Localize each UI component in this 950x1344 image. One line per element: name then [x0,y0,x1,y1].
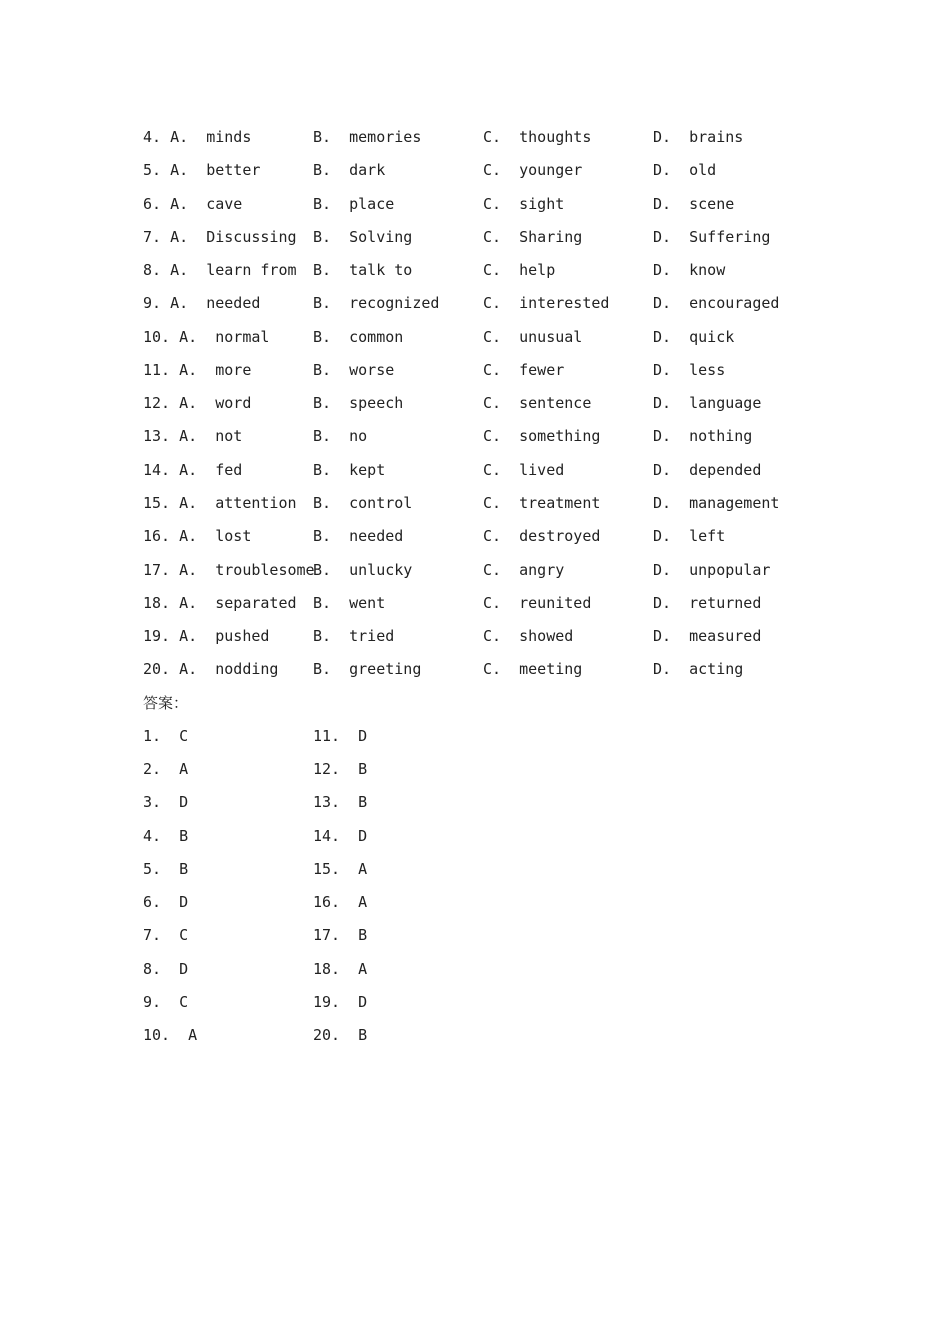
option-b: B. unlucky [313,560,413,579]
option-text: A. minds [161,128,252,146]
option-c: C. fewer [483,360,565,379]
option-a [143,126,251,148]
question-row [0,425,950,447]
answer-item: 11. D [313,726,368,745]
answer-item: 4. B [143,826,189,845]
option-text: A. fed [170,460,243,479]
answer-row [0,891,950,913]
question-number: 17. [143,560,171,579]
answer-row [0,858,950,880]
option-text: A. attention [170,493,297,512]
question-number: 13. [143,427,171,446]
answer-item: 2. A [143,760,189,779]
answer-row [0,958,950,980]
option-d: D. encouraged [653,294,780,313]
answer-item: 17. B [313,926,368,945]
answer-item: 16. A [313,893,368,912]
option-a [143,326,269,348]
option-d: D. language [653,394,762,413]
option-a [143,658,278,680]
option-d: D. know [653,261,726,280]
question-row [0,226,950,248]
question-row [0,592,950,614]
answer-item: 9. C [143,993,189,1012]
option-text: A. Discussing [161,227,297,246]
option-b: B. kept [313,460,386,479]
answer-item: 14. D [313,826,368,845]
option-d: D. less [653,360,726,379]
question-row [0,525,950,547]
answer-row [0,1024,950,1046]
option-a [143,425,242,447]
question-row [0,392,950,414]
option-d: D. measured [653,627,762,646]
question-row [0,359,950,381]
answer-row [0,791,950,813]
answer-item: 1. C [143,726,189,745]
option-d: D. management [653,493,780,512]
option-b: B. speech [313,394,404,413]
question-row [0,159,950,181]
question-row [0,559,950,581]
question-row [0,292,950,314]
question-row [0,259,950,281]
option-a [143,292,260,314]
answer-item: 12. B [313,760,368,779]
answer-item: 7. C [143,926,189,945]
option-b: B. worse [313,360,395,379]
option-c: C. Sharing [483,227,583,246]
option-a [143,559,315,581]
answer-row [0,924,950,946]
answer-item: 5. B [143,859,189,878]
option-text: A. word [170,394,252,413]
answer-row [0,825,950,847]
question-number: 19. [143,627,171,646]
question-number: 8. [143,261,162,280]
answer-item: 20. B [313,1026,368,1045]
option-b: B. needed [313,527,404,546]
option-d: D. quick [653,327,735,346]
option-a [143,259,297,281]
question-number: 12. [143,394,171,413]
option-text: A. pushed [170,627,270,646]
option-d: D. left [653,527,726,546]
answer-item: 8. D [143,959,189,978]
option-text: A. separated [170,593,297,612]
answer-row [0,725,950,747]
answer-item: 10. A [143,1026,198,1045]
option-c: C. angry [483,560,565,579]
option-b: B. tried [313,627,395,646]
option-a [143,459,242,481]
question-number: 9. [143,294,162,313]
option-c: C. thoughts [483,128,592,146]
question-number: 5. [143,161,162,180]
answer-row [0,758,950,780]
option-d: D. scene [653,194,735,213]
question-number: 6. [143,194,162,213]
option-a [143,226,297,248]
option-text: A. nodding [170,660,279,679]
option-b: B. greeting [313,660,422,679]
option-text: A. cave [161,194,243,213]
option-text: A. needed [161,294,261,313]
answer-item: 15. A [313,859,368,878]
answer-item: 6. D [143,893,189,912]
option-b: B. common [313,327,404,346]
option-a [143,625,269,647]
question-number: 7. [143,227,162,246]
question-number: 4. [143,128,162,146]
answer-item: 18. A [313,959,368,978]
option-a [143,193,242,215]
option-d: D. Suffering [653,227,771,246]
option-d: D. unpopular [653,560,771,579]
question-number: 16. [143,527,171,546]
answer-item: 13. B [313,793,368,812]
question-number: 14. [143,460,171,479]
option-b: B. talk to [313,261,413,280]
option-text: A. more [170,360,252,379]
option-a [143,492,297,514]
option-b: B. place [313,194,395,213]
option-c: C. sight [483,194,565,213]
question-row [0,625,950,647]
option-text: A. better [161,161,261,180]
option-d: D. brains [653,128,744,146]
option-b: B. Solving [313,227,413,246]
option-c: C. treatment [483,493,601,512]
question-number: 10. [143,327,171,346]
option-a [143,392,251,414]
option-c: C. sentence [483,394,592,413]
question-number: 18. [143,593,171,612]
option-text: A. lost [170,527,252,546]
option-a [143,592,297,614]
option-c: C. destroyed [483,527,601,546]
question-row [0,459,950,481]
option-text: A. not [170,427,243,446]
question-row [0,492,950,514]
option-c: C. help [483,261,556,280]
question-row [0,193,950,215]
option-text: A. normal [170,327,270,346]
answer-item: 3. D [143,793,189,812]
question-row [0,326,950,348]
option-c: C. interested [483,294,610,313]
option-b: B. control [313,493,413,512]
answer-item: 19. D [313,993,368,1012]
option-c: C. meeting [483,660,583,679]
option-a [143,159,260,181]
option-c: C. unusual [483,327,583,346]
option-b: B. recognized [313,294,440,313]
option-b: B. dark [313,161,386,180]
question-row [0,658,950,680]
option-d: D. returned [653,593,762,612]
option-b: B. no [313,427,368,446]
option-c: C. lived [483,460,565,479]
answers-heading: 答案： [143,693,189,712]
option-d: D. old [653,161,717,180]
option-text: A. learn from [161,261,297,280]
option-d: D. depended [653,460,762,479]
option-b: B. memories [313,128,422,146]
question-number: 15. [143,493,171,512]
answer-row [0,991,950,1013]
option-d: D. nothing [653,427,753,446]
question-row [0,126,950,148]
option-c: C. something [483,427,601,446]
question-number: 11. [143,360,171,379]
option-a [143,525,251,547]
option-c: C. reunited [483,593,592,612]
option-c: C. showed [483,627,574,646]
option-d: D. acting [653,660,744,679]
option-c: C. younger [483,161,583,180]
option-text: A. troublesome [170,560,315,579]
question-number: 20. [143,660,171,679]
option-a [143,359,251,381]
option-b: B. went [313,593,386,612]
